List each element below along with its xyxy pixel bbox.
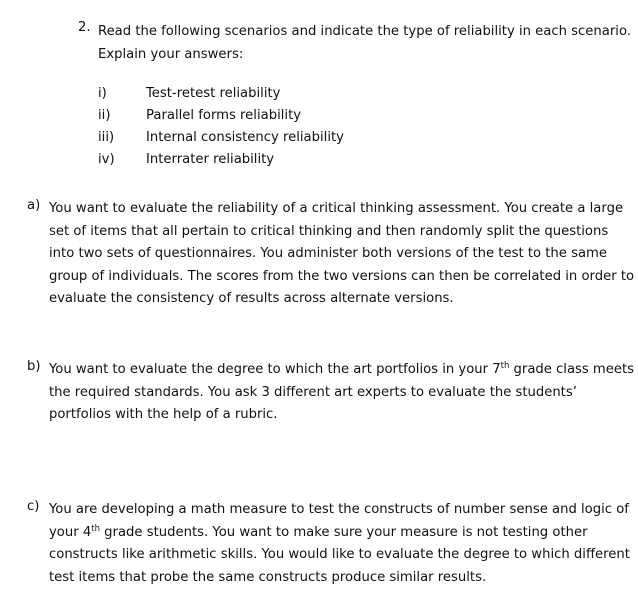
- scenario-b-text: [49, 359, 634, 427]
- scenario-b-line-3: portfolios with the help of a rubric.: [49, 407, 278, 423]
- scenario-b-line-1-post: grade class meets: [509, 362, 634, 377]
- scenario-a-line-4: group of individuals. The scores from the two versions can then be correlated in order to: [49, 268, 635, 284]
- question-number: 2.: [78, 20, 91, 35]
- question-line-2: Explain your answers:: [98, 47, 244, 62]
- scenario-a-line-1: You want to evaluate the reliability of a critical thinking assessment. You create a large: [49, 201, 624, 216]
- reliability-type-2: Parallel forms reliability: [146, 108, 302, 123]
- ordinal-suffix: th: [500, 361, 510, 371]
- reliability-label-4: iv): [98, 152, 115, 167]
- scenario-a-letter: a): [27, 198, 41, 213]
- scenario-c-line-1: You are developing a math measure to test the constructs of number sense and logic of: [49, 502, 629, 517]
- reliability-label-2: ii): [98, 108, 111, 123]
- scenario-b-line-2: the required standards. You ask 3 different art experts to evaluate the students’: [49, 384, 577, 400]
- scenario-a-line-2: set of items that all pertain to critical thinking and then randomly split the questions: [49, 223, 609, 239]
- scenario-b-letter: b): [27, 359, 41, 374]
- scenario-c-letter: c): [27, 499, 40, 514]
- reliability-label-3: iii): [98, 130, 115, 145]
- scenario-a-line-3: into two sets of questionnaires. You administer both versions of the test to the same: [49, 246, 607, 262]
- reliability-type-1: Test-retest reliability: [146, 86, 281, 101]
- reliability-label-1: i): [98, 86, 107, 101]
- scenario-c-text: [49, 499, 630, 589]
- scenario-c-line-2: [49, 522, 630, 545]
- scenario-c-line-4: test items that probe the same constructs produce similar results.: [49, 569, 487, 585]
- scenario-a-text: [49, 198, 634, 311]
- reliability-type-3: Internal consistency reliability: [146, 130, 344, 145]
- scenario-c-line-2-pre: your 4: [49, 524, 92, 540]
- question-prompt: [98, 20, 631, 66]
- ordinal-suffix: th: [91, 523, 100, 534]
- reliability-type-4: Interrater reliability: [146, 152, 275, 167]
- scenario-b-line-1-pre: You want to evaluate the degree to which the art portfolios in your 7: [49, 362, 501, 377]
- scenario-c-line-3: constructs like arithmetic skills. You would like to evaluate the degree to which different: [49, 547, 630, 563]
- scenario-b-line-1: [49, 359, 634, 382]
- question-line-1: Read the following scenarios and indicate the type of reliability in each scenario.: [98, 24, 631, 39]
- scenario-c-line-2-post: grade students. You want to make sure your measure is not testing other: [99, 524, 588, 540]
- scenario-a-line-5: evaluate the consistency of results across alternate versions.: [49, 291, 454, 307]
